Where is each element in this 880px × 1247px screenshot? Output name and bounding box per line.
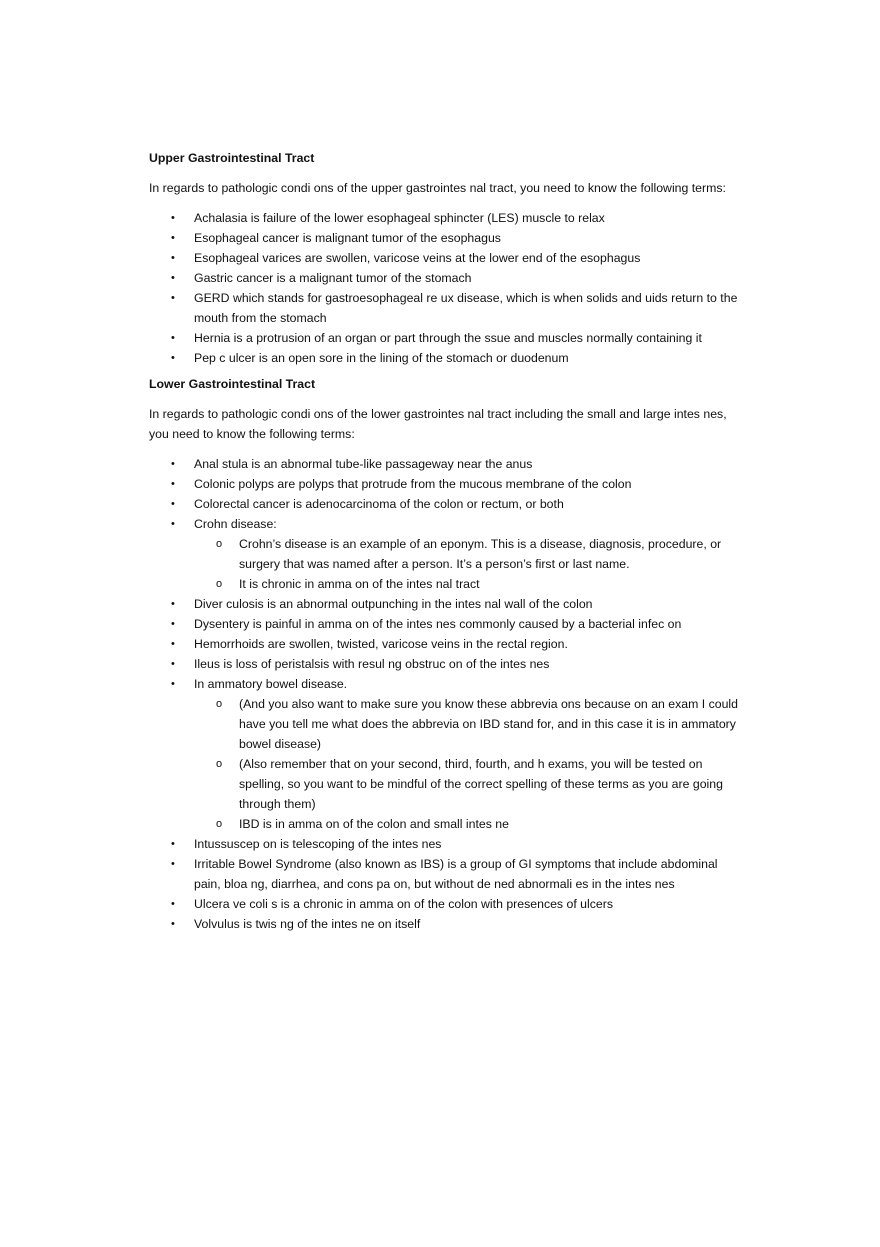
- list-item: • Hernia is a protrusion of an organ or part through the ssue and muscles normally containing it: [149, 328, 739, 348]
- list-item: • Crohn disease: o Crohn’s disease is an example of an eponym. This is a disease, diagnosis, procedure, or surgery that was named after a person. It’s a person’s first or last name. o It is chronic in amma on of the intes nal tract: [149, 514, 739, 594]
- list-item: • Colorectal cancer is adenocarcinoma of the colon or rectum, or both: [149, 494, 739, 514]
- list-item: • Anal stula is an abnormal tube-like passageway near the anus: [149, 454, 739, 474]
- bullet-marker: •: [171, 598, 175, 610]
- sublist-item: o (Also remember that on your second, third, fourth, and h exams, you will be tested on spelling, so you want to be mindful of the correct spelling of these terms as you are going through them): [194, 754, 739, 814]
- document-page: [149, 148, 739, 940]
- bullet-marker: •: [171, 292, 175, 304]
- sublist-item: o It is chronic in amma on of the intes nal tract: [194, 574, 739, 594]
- list-item: • Diver culosis is an abnormal outpunching in the intes nal wall of the colon: [149, 594, 739, 614]
- sub-bullet-marker: o: [216, 818, 223, 830]
- list-item: • Hemorrhoids are swollen, twisted, varicose veins in the rectal region.: [149, 634, 739, 654]
- bullet-marker: •: [171, 858, 175, 870]
- list-item: • Esophageal cancer is malignant tumor of the esophagus: [149, 228, 739, 248]
- list-item: • Colonic polyps are polyps that protrude from the mucous membrane of the colon: [149, 474, 739, 494]
- list-item: • Volvulus is twis ng of the intes ne on itself: [149, 914, 739, 934]
- ibd-sublist: [194, 694, 739, 834]
- bullet-marker: •: [171, 332, 175, 344]
- crohn-sublist: [194, 534, 739, 594]
- lower-terms-list: [149, 454, 739, 934]
- bullet-marker: •: [171, 232, 175, 244]
- section-heading-lower: Lower Gastrointestinal Tract: [149, 377, 316, 391]
- bullet-marker: •: [171, 272, 175, 284]
- bullet-marker: •: [171, 498, 175, 510]
- bullet-marker: •: [171, 618, 175, 630]
- list-item: • GERD which stands for gastroesophageal re ux disease, which is when solids and uids return to the mouth from the stomach: [149, 288, 739, 328]
- list-item: • Dysentery is painful in amma on of the intes nes commonly caused by a bacterial infec on: [149, 614, 739, 634]
- sublist-item: o IBD is in amma on of the colon and small intes ne: [194, 814, 739, 834]
- list-item: • Ulcera ve coli s is a chronic in amma on of the colon with presences of ulcers: [149, 894, 739, 914]
- list-item: • Pep c ulcer is an open sore in the lining of the stomach or duodenum: [149, 348, 739, 368]
- bullet-marker: •: [171, 918, 175, 930]
- sub-bullet-marker: o: [216, 698, 223, 710]
- sub-bullet-marker: o: [216, 758, 223, 770]
- bullet-marker: •: [171, 898, 175, 910]
- bullet-marker: •: [171, 838, 175, 850]
- bullet-marker: •: [171, 478, 175, 490]
- bullet-marker: •: [171, 658, 175, 670]
- bullet-marker: •: [171, 352, 175, 364]
- bullet-marker: •: [171, 518, 175, 530]
- bullet-marker: •: [171, 212, 175, 224]
- section-heading-upper: Upper Gastrointestinal Tract: [149, 151, 315, 165]
- upper-terms-list: [149, 208, 739, 368]
- section-intro-upper: In regards to pathologic condi ons of the upper gastrointes nal tract, you need to know the following terms:: [149, 181, 726, 195]
- list-item: • In ammatory bowel disease. o (And you also want to make sure you know these abbrevia ons because on an exam I could have you tell me what does the abbrevia on IBD stand for, and in this case it is in ammatory bowel disease) o (Also remember that on your second, third, fourth, and h exams, you will be tested on spelling, so you want to be mindful of the correct spelling of these terms as you are going through them) o IBD is in amma on of the colon and small intes ne: [149, 674, 739, 834]
- list-item: • Ileus is loss of peristalsis with resul ng obstruc on of the intes nes: [149, 654, 739, 674]
- bullet-marker: •: [171, 678, 175, 690]
- bullet-marker: •: [171, 458, 175, 470]
- list-item: • Intussuscep on is telescoping of the intes nes: [149, 834, 739, 854]
- bullet-marker: •: [171, 252, 175, 264]
- bullet-marker: •: [171, 638, 175, 650]
- list-item: • Gastric cancer is a malignant tumor of the stomach: [149, 268, 739, 288]
- list-item: • Achalasia is failure of the lower esophageal sphincter (LES) muscle to relax: [149, 208, 739, 228]
- list-item: • Esophageal varices are swollen, varicose veins at the lower end of the esophagus: [149, 248, 739, 268]
- sub-bullet-marker: o: [216, 538, 223, 550]
- sublist-item: o Crohn’s disease is an example of an eponym. This is a disease, diagnosis, procedure, or surgery that was named after a person. It’s a person’s first or last name.: [194, 534, 739, 574]
- section-intro-lower: In regards to pathologic condi ons of the lower gastrointes nal tract including the small and large intes nes, you need to know the following terms:: [149, 407, 727, 441]
- sublist-item: o (And you also want to make sure you know these abbrevia ons because on an exam I could have you tell me what does the abbrevia on IBD stand for, and in this case it is in ammatory bowel disease): [194, 694, 739, 754]
- list-item: • Irritable Bowel Syndrome (also known as IBS) is a group of GI symptoms that include abdominal pain, bloa ng, diarrhea, and cons pa on, but without de ned abnormali es in the intes nes: [149, 854, 739, 894]
- sub-bullet-marker: o: [216, 578, 223, 590]
